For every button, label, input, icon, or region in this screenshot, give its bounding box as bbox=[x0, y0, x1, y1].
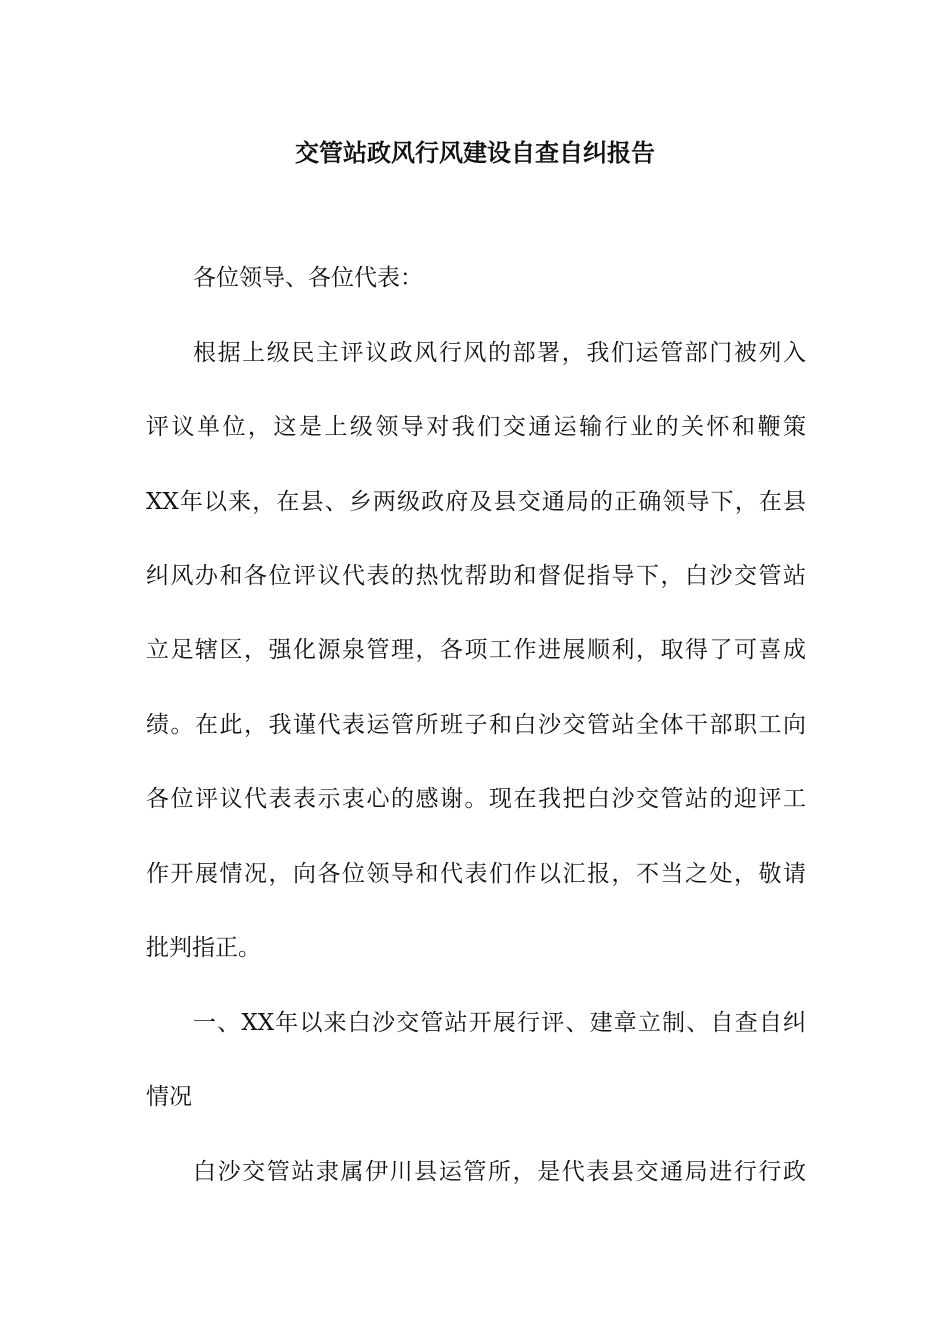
section-heading-line: 情况 bbox=[146, 1084, 192, 1110]
body-line: 作开展情况，向各位领导和代表们作以汇报，不当之处，敬请 bbox=[146, 861, 806, 887]
body-line: 评议单位，这是上级领导对我们交通运输行业的关怀和鞭策 bbox=[146, 414, 806, 440]
body-line: 白沙交管站隶属伊川县运管所，是代表县交通局进行行政 bbox=[193, 1159, 806, 1185]
salutation-line: 各位领导、各位代表： bbox=[193, 265, 423, 291]
body-line: 纠风办和各位评议代表的热忱帮助和督促指导下，白沙交管站 bbox=[146, 563, 806, 589]
body-line: 各位评议代表表示衷心的感谢。现在我把白沙交管站的迎评工 bbox=[146, 786, 806, 812]
document-title: 交管站政风行风建设自查自纠报告 bbox=[295, 138, 655, 167]
body-line: 立足辖区，强化源泉管理，各项工作进展顺利，取得了可喜成 bbox=[146, 637, 806, 663]
body-line: 批判指正。 bbox=[146, 935, 261, 961]
section-heading-line: 一、XX年以来白沙交管站开展行评、建章立制、自查自纠 bbox=[193, 1010, 806, 1036]
body-line: XX年以来，在县、乡两级政府及县交通局的正确领导下，在县 bbox=[146, 489, 806, 515]
body-line: 根据上级民主评议政风行风的部署，我们运管部门被列入 bbox=[193, 340, 806, 366]
body-line: 绩。在此，我谨代表运管所班子和白沙交管站全体干部职工向 bbox=[146, 712, 806, 738]
